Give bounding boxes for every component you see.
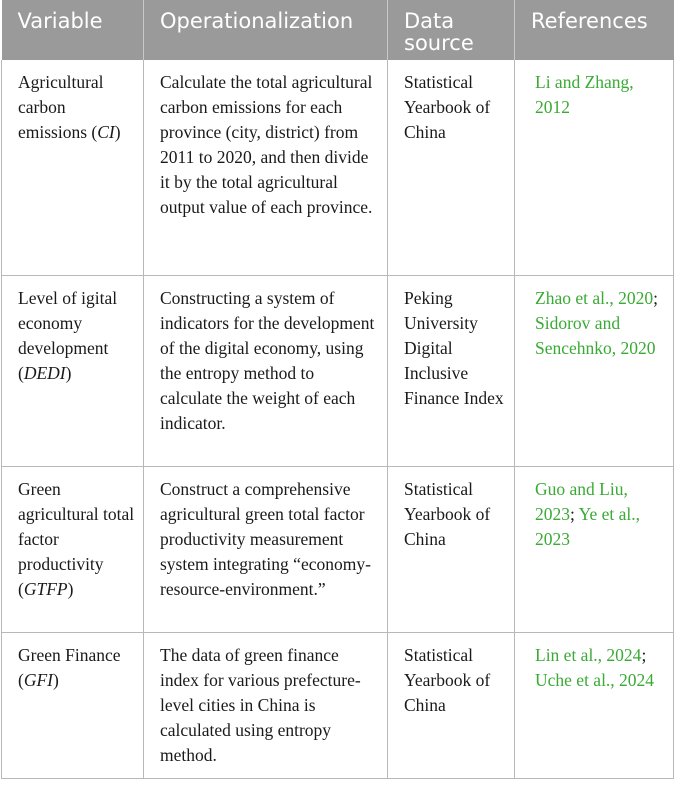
variable-abbreviation: GFI bbox=[23, 669, 53, 690]
data-source-cell: Peking University Digital Inclusive Finance Index bbox=[388, 275, 515, 466]
variable-cell: Green agricultural total factor productivity (GTFP) bbox=[2, 466, 144, 632]
table-body bbox=[2, 60, 674, 778]
variable-name: Agricultural carbon emissions bbox=[18, 72, 104, 142]
variables-table bbox=[1, 0, 674, 779]
table-row bbox=[2, 275, 674, 466]
variable-name: Green Finance bbox=[18, 644, 121, 665]
header-references: References bbox=[515, 0, 674, 60]
reference-link[interactable]: Zhao et al., 2020 bbox=[535, 287, 654, 308]
variable-abbreviation: DEDI bbox=[23, 362, 66, 383]
table-row bbox=[2, 466, 674, 632]
header-row bbox=[2, 0, 674, 60]
table-header bbox=[2, 0, 674, 60]
reference-link[interactable]: Sidorov and Sencehnko, 2020 bbox=[535, 312, 656, 358]
variable-cell: Green Finance (GFI) bbox=[2, 632, 144, 778]
references-cell bbox=[515, 632, 674, 778]
reference-link[interactable]: Uche et al., 2024 bbox=[535, 669, 655, 690]
reference-link[interactable]: Lin et al., 2024 bbox=[535, 644, 642, 665]
reference-separator: ; bbox=[570, 503, 579, 524]
variable-cell: Level of igital economy development (DEDI) bbox=[2, 275, 144, 466]
header-variable: Variable bbox=[2, 0, 144, 60]
reference-separator: ; bbox=[641, 644, 647, 665]
data-source-cell: Statistical Yearbook of China bbox=[388, 466, 515, 632]
references-cell bbox=[515, 466, 674, 632]
operationalization-cell: Constructing a system of indicators for the development of the digital economy, using the entropy method to calculate the weight of each indicator. bbox=[144, 275, 388, 466]
reference-link[interactable]: Li and Zhang, 2012 bbox=[535, 72, 634, 117]
references-cell bbox=[515, 275, 674, 466]
reference-separator: ; bbox=[653, 287, 658, 308]
variable-abbreviation: CI bbox=[97, 122, 115, 142]
data-source-cell: Statistical Yearbook of China bbox=[388, 632, 515, 778]
variable-abbreviation: GTFP bbox=[23, 578, 68, 599]
reference-link[interactable]: Guo and Liu, 2023 bbox=[535, 478, 628, 524]
table-row bbox=[2, 632, 674, 778]
operationalization-cell: Calculate the total agricultural carbon emissions for each province (city, district) from 2011 to 2020, and then divide it by the total agricultural output value of each province. bbox=[144, 60, 388, 275]
reference-link[interactable]: Ye et al., 2023 bbox=[535, 503, 641, 549]
variable-cell: Agricultural carbon emissions (CI) bbox=[2, 60, 144, 275]
references-cell bbox=[515, 60, 674, 275]
operationalization-cell: The data of green finance index for various prefecture-level cities in China is calculated using entropy method. bbox=[144, 632, 388, 778]
header-data-source: Data source bbox=[388, 0, 515, 60]
data-source-cell: Statistical Yearbook of China bbox=[388, 60, 515, 275]
header-operationalization: Operationalization bbox=[144, 0, 388, 60]
variable-name: Level of igital economy development bbox=[18, 287, 118, 358]
table-row bbox=[2, 60, 674, 275]
operationalization-cell: Construct a comprehensive agricultural green total factor productivity measurement system integrating “economy-resource-environment.” bbox=[144, 466, 388, 632]
variable-name: Green agricultural total factor productivity bbox=[18, 478, 135, 574]
